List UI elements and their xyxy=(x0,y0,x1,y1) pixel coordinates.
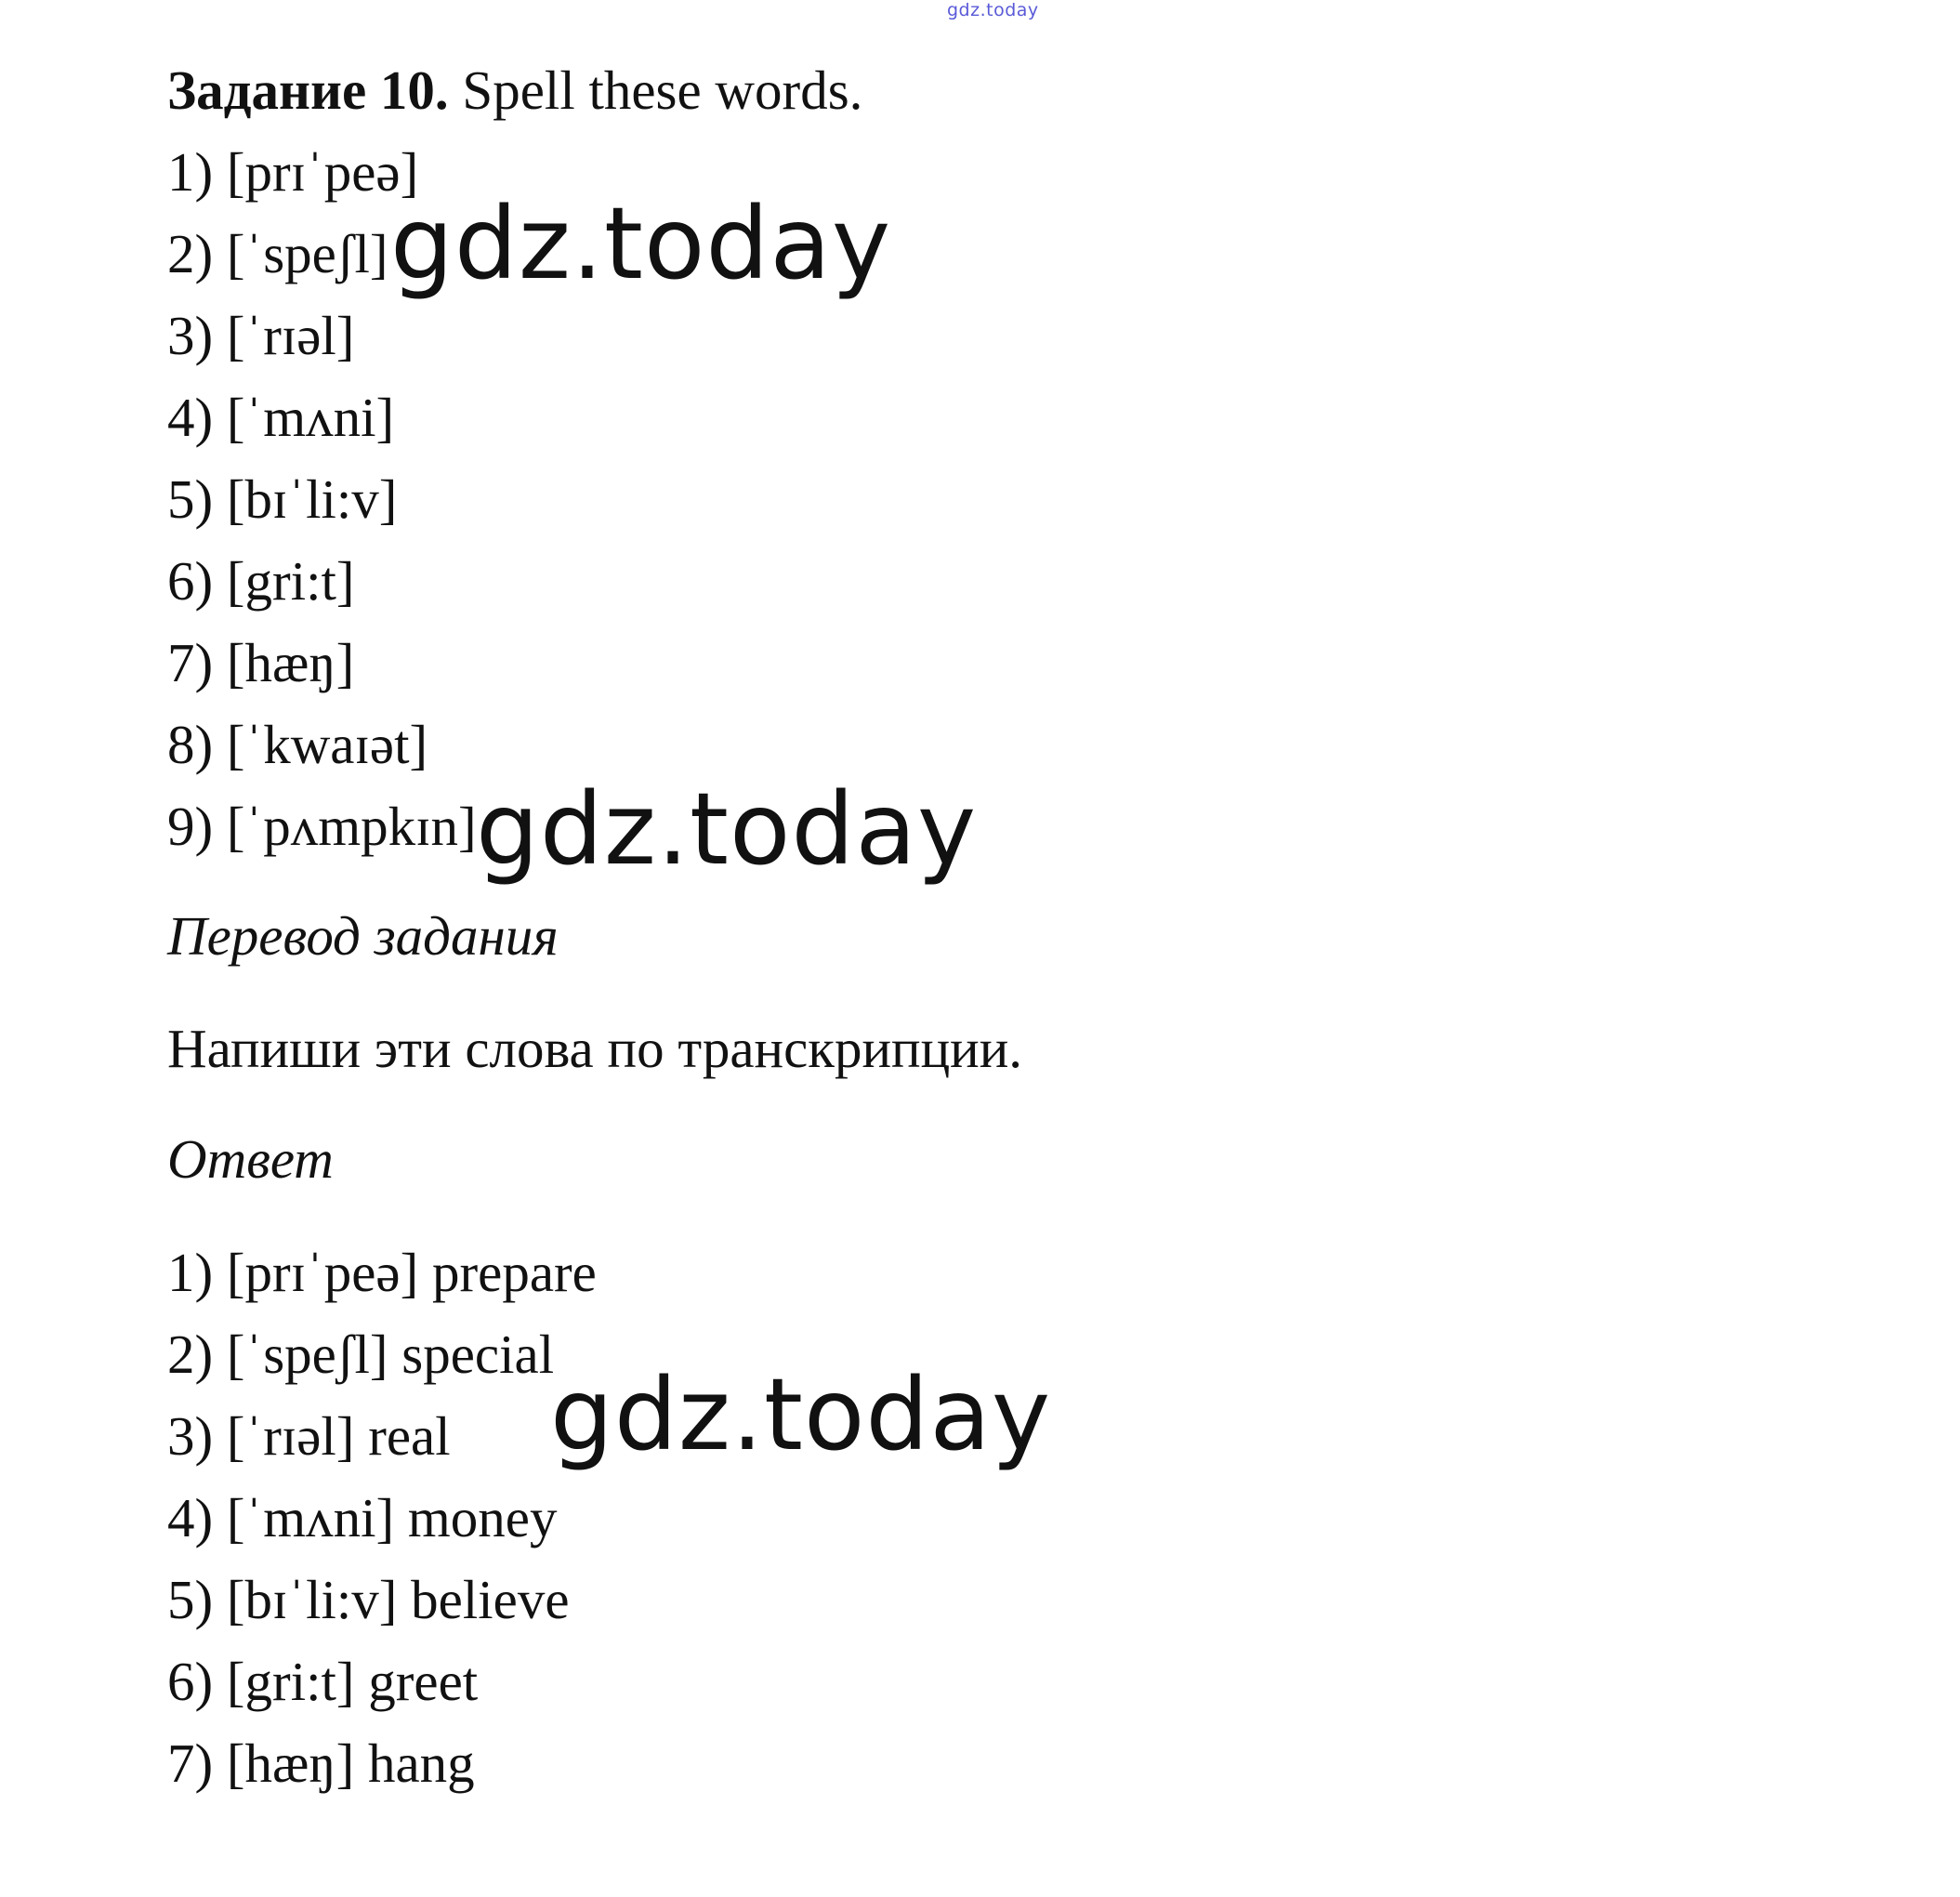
answer-item: 5) [bɪˈli:v] believe xyxy=(167,1569,570,1630)
task-instruction: Spell these words. xyxy=(462,59,863,121)
question-item: 8) [ˈkwaɪət] xyxy=(167,714,428,775)
question-item: 1) [prɪˈpeə] xyxy=(167,141,419,203)
question-item: 3) [ˈrɪəl] xyxy=(167,305,355,366)
watermark-text: gdz.today xyxy=(550,1358,1052,1473)
task-title xyxy=(167,59,863,121)
question-item: 2) [ˈspeʃl] xyxy=(167,223,388,284)
watermark-text: gdz.today xyxy=(476,772,978,888)
task-label: Задание 10. xyxy=(167,59,449,121)
answer-heading: Ответ xyxy=(167,1128,334,1190)
top-watermark: gdz.today xyxy=(947,0,1039,20)
watermark-text: gdz.today xyxy=(390,187,892,302)
answer-item: 2) [ˈspeʃl] special xyxy=(167,1324,555,1385)
answer-item: 3) [ˈrɪəl] real xyxy=(167,1405,451,1467)
question-item: 6) [gri:t] xyxy=(167,550,355,612)
translation-heading: Перевод задания xyxy=(167,905,559,967)
answer-item: 1) [prɪˈpeə] prepare xyxy=(167,1242,597,1303)
answer-item: 7) [hæŋ] hang xyxy=(167,1732,475,1794)
question-item: 7) [hæŋ] xyxy=(167,632,355,693)
answer-item: 6) [gri:t] greet xyxy=(167,1651,479,1712)
question-item: 5) [bɪˈli:v] xyxy=(167,468,398,530)
answer-item: 4) [ˈmʌni] money xyxy=(167,1487,558,1548)
translation-text: Напиши эти слова по транскрипции. xyxy=(167,1018,1023,1079)
question-item: 9) [ˈpʌmpkɪn] xyxy=(167,796,477,857)
question-item: 4) [ˈmʌni] xyxy=(167,387,395,448)
